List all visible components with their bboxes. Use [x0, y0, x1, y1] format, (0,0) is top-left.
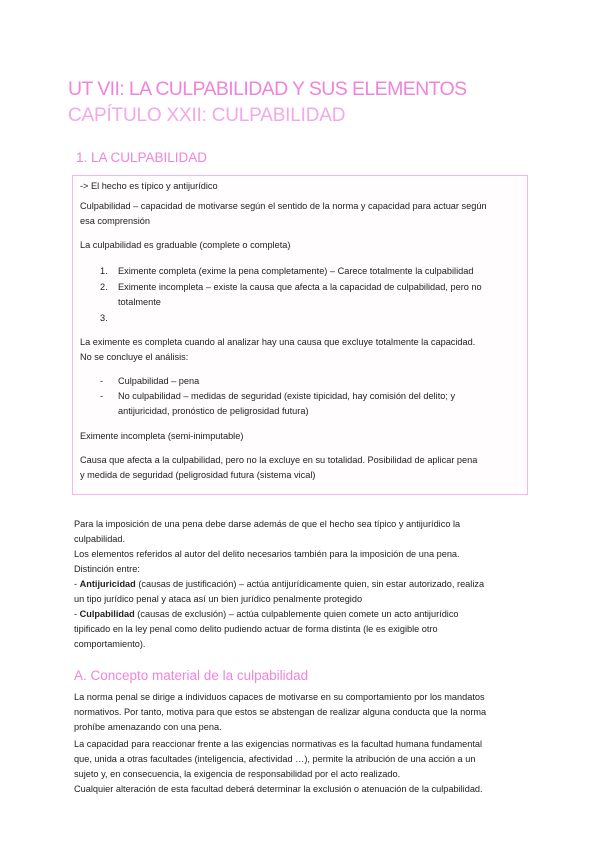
- list-item: Eximente incompleta – existe la causa que afecta a la capacidad de culpabilidad, pero no: [118, 282, 482, 292]
- box-line: Culpabilidad – capacidad de motivarse según el sentido de la norma y capacidad para actuar según: [80, 201, 487, 211]
- chapter-title: CAPÍTULO XXII: CULPABILIDAD: [68, 105, 346, 126]
- body-line: sujeto y, en consecuencia, la exigencia de responsabilidad por el acto realizado.: [74, 769, 401, 779]
- box-line: y medida de seguridad (peligrosidad futura (sistema vical): [80, 470, 316, 480]
- body-line: que, unida a otras facultades (inteligencia, afectividad …), permite la atribución de una acción a un: [74, 754, 476, 764]
- box-line: La eximente es completa cuando al analizar hay una causa que excluye totalmente la capacidad.: [80, 337, 476, 347]
- body-line: Distinción entre:: [74, 564, 140, 574]
- list-item: totalmente: [118, 297, 161, 307]
- box-line: La culpabilidad es graduable (complete o completa): [80, 240, 291, 250]
- list-number: 1.: [100, 266, 108, 276]
- box-line: -> El hecho es típico y antijurídico: [80, 181, 218, 191]
- body-line: un tipo jurídico penal y ataca así un bien jurídico penalmente protegido: [74, 594, 363, 604]
- box-line: Causa que afecta a la culpabilidad, pero no la excluye en su totalidad. Posibilidad de aplicar pena: [80, 455, 478, 465]
- body-line: normativos. Por tanto, motiva para que estos se abstengan de realizar alguna conducta que la norma: [74, 707, 487, 717]
- subsection-heading: A. Concepto material de la culpabilidad: [74, 668, 309, 683]
- body-line: - Culpabilidad (causas de exclusión) – actúa culpablemente quien comete un acto antijurídico: [74, 609, 459, 619]
- body-line: Para la imposición de una pena debe darse además de que el hecho sea típico y antijurídico la: [74, 519, 461, 529]
- body-line: La capacidad para reaccionar frente a las exigencias normativas es la facultad humana fundamental: [74, 739, 483, 749]
- body-line: tipificado en la ley penal como delito pudiendo actuar de forma distinta (le es exigible otro: [74, 624, 438, 634]
- body-line: culpabilidad.: [74, 534, 126, 544]
- term-culpabilidad: Culpabilidad: [79, 609, 135, 619]
- list-number: 2.: [100, 282, 108, 292]
- box-line: esa comprensión: [80, 216, 150, 226]
- list-item: Eximente completa (exime la pena completamente) – Carece totalmente la culpabilidad: [118, 266, 474, 276]
- dash-bullet: -: [100, 391, 104, 401]
- body-line: Los elementos referidos al autor del delito necesarios también para la imposición de una pena.: [74, 549, 460, 559]
- dash-item: antijuricidad, pronóstico de peligrosidad futura): [118, 406, 309, 416]
- body-line: - Antijuricidad (causas de justificación) – actúa antijurídicamente quien, sin estar autorizado, realiza: [74, 579, 485, 589]
- section-heading: 1. LA CULPABILIDAD: [76, 150, 208, 165]
- dash-item: Culpabilidad – pena: [118, 376, 200, 386]
- unit-title: UT VII: LA CULPABILIDAD Y SUS ELEMENTOS: [68, 78, 467, 100]
- term-antijuricidad: Antijuricidad: [79, 579, 136, 589]
- dash-item: No culpabilidad – medidas de seguridad (existe tipicidad, hay comisión del delito; y: [118, 391, 456, 401]
- box-line: No se concluye el análisis:: [80, 352, 189, 362]
- body-line: prohíbe amenazando con una pena.: [74, 722, 222, 732]
- dash-bullet: -: [100, 376, 104, 386]
- box-line: Eximente incompleta (semi-inimputable): [80, 431, 244, 441]
- list-number: 3.: [100, 313, 108, 323]
- body-line: Cualquier alteración de esta facultad deberá determinar la exclusión o atenuación de la culpabilidad.: [74, 784, 483, 794]
- body-line: comportamiento).: [74, 639, 146, 649]
- body-line: La norma penal se dirige a individuos capaces de motivarse en su comportamiento por los mandatos: [74, 692, 485, 702]
